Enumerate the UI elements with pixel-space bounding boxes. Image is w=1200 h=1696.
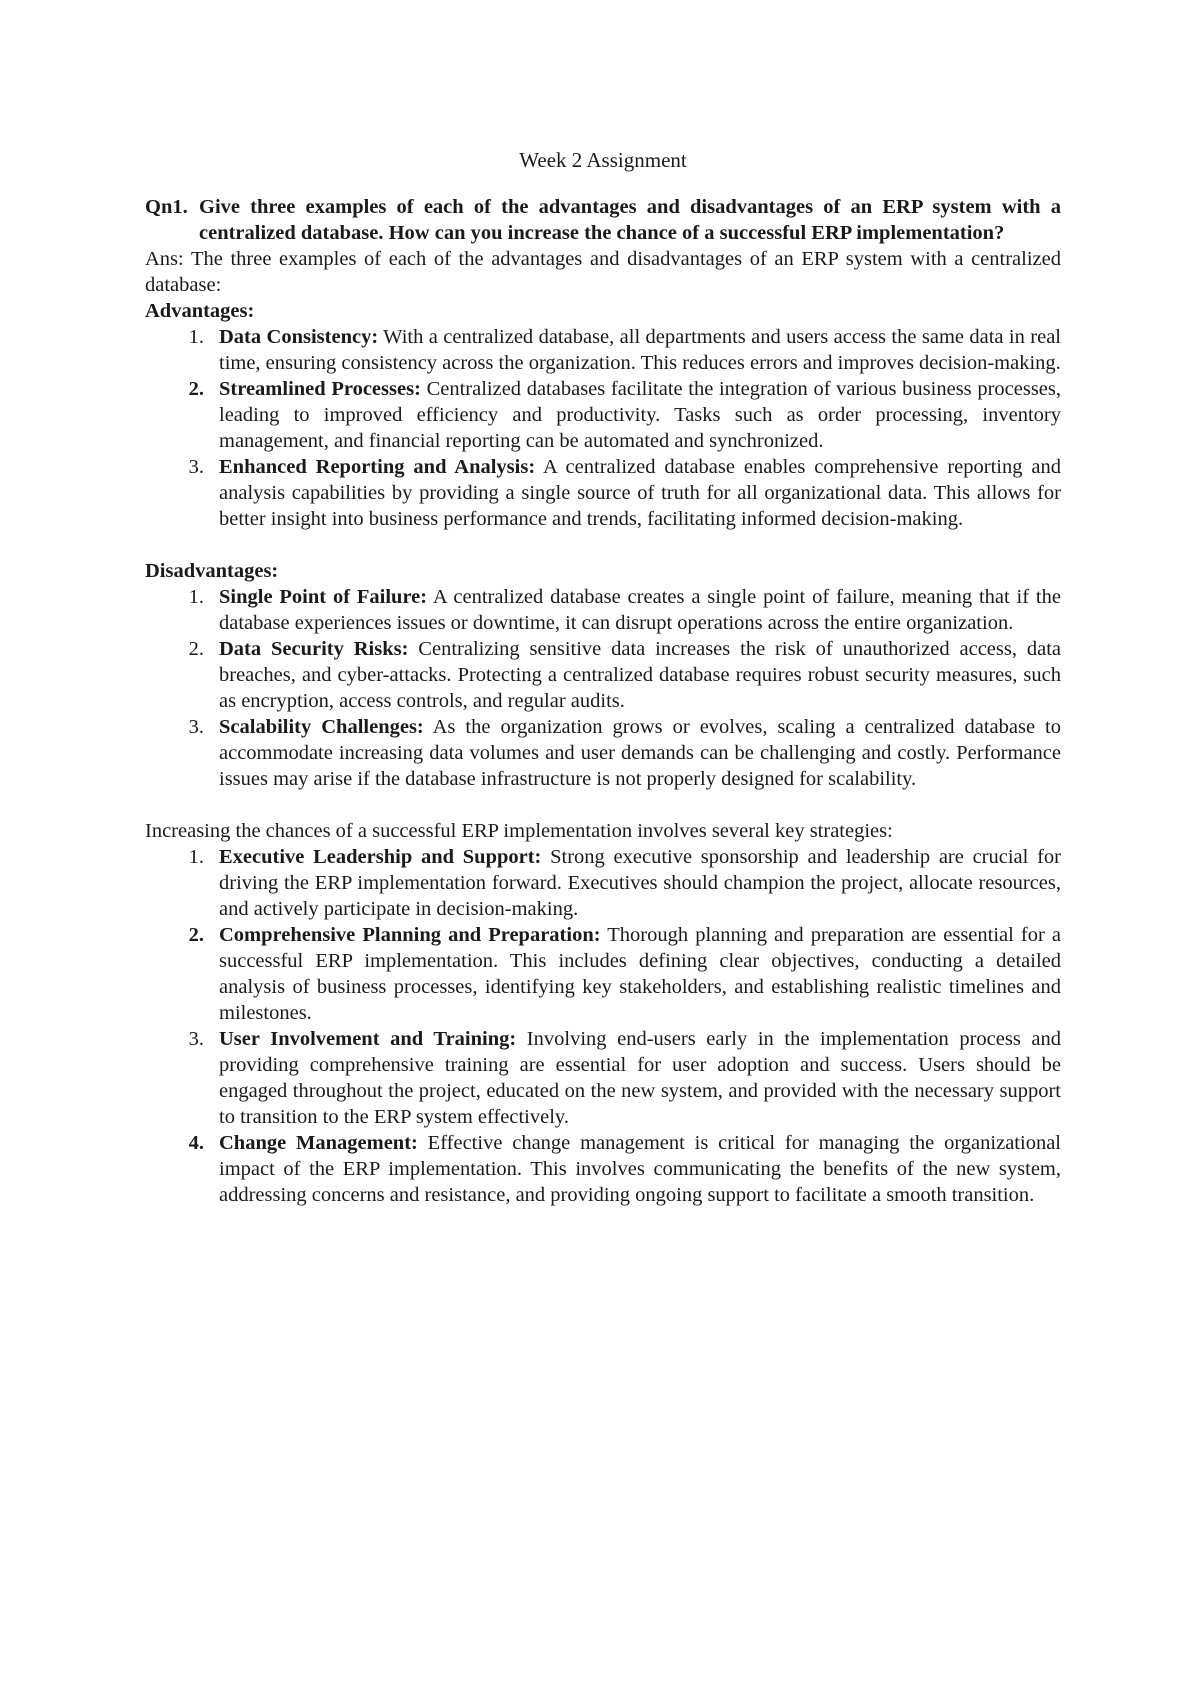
item-lead: Data Consistency:: [219, 326, 379, 348]
spacer: [145, 532, 1061, 558]
item-body: [219, 922, 1061, 1026]
item-body: [219, 844, 1061, 922]
list-item: [145, 1026, 1061, 1130]
item-text: With a centralized database, all departments and users access the same data in real time, ensuring consistency across the organization. This reduces errors and improves decision-making.: [219, 326, 1062, 374]
item-number: 1.: [188, 586, 204, 608]
item-lead: Single Point of Failure:: [219, 586, 428, 608]
item-lead: Comprehensive Planning and Preparation:: [219, 924, 601, 946]
item-body: [219, 1130, 1061, 1208]
item-text: Centralized databases facilitate the integration of various business processes, leading to improved efficiency and productivity. Tasks such as order processing, inventory management, and financial reporting can be automated and synchronized.: [219, 378, 1062, 452]
list-item: [145, 714, 1061, 792]
item-lead: Scalability Challenges:: [219, 716, 424, 738]
item-lead: Executive Leadership and Support:: [219, 846, 542, 868]
item-text: As the organization grows or evolves, scaling a centralized database to accommodate increasing data volumes and user demands can be challenging and costly. Performance issues may arise if the database infrastructure is not properly designed for scalability.: [219, 716, 1061, 790]
item-lead: Streamlined Processes:: [219, 378, 421, 400]
item-body: [219, 324, 1061, 376]
item-number: 3.: [188, 1028, 204, 1050]
question-number: Qn1.: [145, 196, 188, 218]
item-lead: Data Security Risks:: [219, 638, 409, 660]
disadvantages-list: [145, 584, 1061, 792]
list-item: [145, 1130, 1061, 1208]
disadvantages-heading: Disadvantages:: [145, 560, 279, 582]
item-lead: Change Management:: [219, 1132, 418, 1154]
list-item: [145, 584, 1061, 636]
item-body: [219, 454, 1061, 532]
item-number: 4.: [188, 1132, 204, 1154]
item-number: 3.: [188, 716, 204, 738]
list-item: [145, 324, 1061, 376]
item-text: Effective change management is critical for managing the organizational impact of the ERP implementation. This involves communicating the benefits of the new system, addressing concerns and resistance, and providing ongoing support to facilitate a smooth transition.: [219, 1132, 1061, 1206]
list-item: [145, 922, 1061, 1026]
item-number: 2.: [188, 378, 204, 400]
item-number: 1.: [188, 846, 204, 868]
spacer: [145, 792, 1061, 818]
strategies-list: [145, 844, 1061, 1208]
question-block: [145, 194, 1061, 246]
advantages-list: [145, 324, 1061, 532]
item-number: 2.: [188, 638, 204, 660]
page-title: Week 2 Assignment: [519, 148, 687, 172]
item-body: [219, 584, 1061, 636]
item-body: [219, 714, 1061, 792]
strategies-intro: Increasing the chances of a successful ERP implementation involves several key strategies:: [145, 820, 893, 842]
item-number: 3.: [188, 456, 204, 478]
item-number: 1.: [188, 326, 204, 348]
item-number: 2.: [188, 924, 204, 946]
item-body: [219, 1026, 1061, 1130]
item-body: [219, 636, 1061, 714]
item-text: Involving end-users early in the implementation process and providing comprehensive training are essential for user adoption and success. Users should be engaged throughout the project, educated on the new system, and provided with the necessary support to transition to the ERP system effectively.: [219, 1028, 1062, 1128]
list-item: [145, 376, 1061, 454]
answer-intro: Ans: The three examples of each of the advantages and disadvantages of an ERP system with a centralized database:: [145, 248, 1061, 296]
question-text: Give three examples of each of the advantages and disadvantages of an ERP system with a centralized database. How can you increase the chance of a successful ERP implementation?: [199, 196, 1061, 244]
item-text: Strong executive sponsorship and leadership are crucial for driving the ERP implementation forward. Executives should champion the project, allocate resources, and actively participate in decision-making.: [219, 846, 1061, 920]
item-text: A centralized database creates a single point of failure, meaning that if the database experiences issues or downtime, it can disrupt operations across the entire organization.: [219, 586, 1061, 634]
item-lead: User Involvement and Training:: [219, 1028, 517, 1050]
list-item: [145, 844, 1061, 922]
item-lead: Enhanced Reporting and Analysis:: [219, 456, 536, 478]
item-body: [219, 376, 1061, 454]
item-text: Thorough planning and preparation are essential for a successful ERP implementation. This includes defining clear objectives, conducting a detailed analysis of business processes, identifying key stakeholders, and establishing realistic timelines and milestones.: [219, 924, 1061, 1024]
item-text: A centralized database enables comprehensive reporting and analysis capabilities by providing a single source of truth for all organizational data. This allows for better insight into business performance and trends, facilitating informed decision-making.: [219, 456, 1061, 530]
list-item: [145, 636, 1061, 714]
item-text: Centralizing sensitive data increases the risk of unauthorized access, data breaches, and cyber-attacks. Protecting a centralized database requires robust security measures, such as encryption, access controls, and regular audits.: [219, 638, 1062, 712]
list-item: [145, 454, 1061, 532]
advantages-heading: Advantages:: [145, 300, 255, 322]
